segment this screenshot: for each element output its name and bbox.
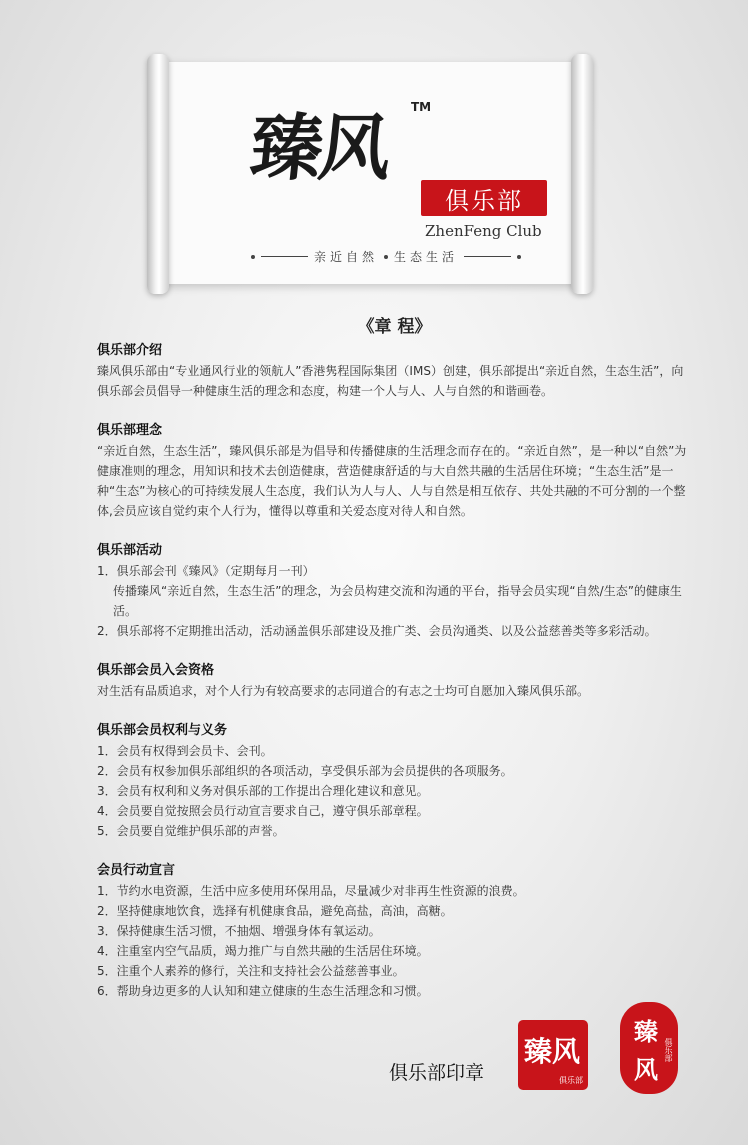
section-title: 俱乐部理念 (97, 423, 163, 438)
section-paragraph: 臻风俱乐部由“专业通风行业的领航人”香港隽程国际集团（IMS）创建，俱乐部提出“亲近自然，生态生活”，向俱乐部会员倡导一种健康生活的理念和态度，构建一个人与人、人与自然的和谐画卷。 (97, 364, 684, 398)
logo-english-name: ZhenFeng Club (425, 222, 542, 240)
list-item: 5．会员要自觉维护俱乐部的声誉。 (97, 824, 285, 838)
scroll-roll-right (571, 54, 593, 294)
section-title: 俱乐部会员入会资格 (97, 663, 215, 678)
list-item: 1．会员有权得到会员卡、会刊。 (97, 744, 273, 758)
section-intro (97, 341, 692, 401)
section-philosophy (97, 421, 692, 521)
section-declaration (97, 861, 692, 1001)
list-item-detail: 传播臻风“亲近自然，生态生活”的理念，为会员构建交流和沟通的平台，指导会员实现“自然/生态”的健康生活。 (113, 584, 682, 618)
section-title: 俱乐部会员权利与义务 (97, 723, 228, 738)
logo-slogan (251, 248, 521, 265)
section-rights (97, 721, 692, 841)
scroll-banner (145, 54, 595, 294)
trademark-mark: TM (411, 100, 432, 114)
scroll-roll-left (147, 54, 169, 294)
list-item: 1．节约水电资源，生活中应多使用环保用品，尽量减少对非再生性资源的浪费。 (97, 884, 525, 898)
section-title: 俱乐部活动 (97, 543, 163, 558)
charter-content (97, 317, 692, 1021)
list-item: 2．俱乐部将不定期推出活动，活动涵盖俱乐部建设及推广类、会员沟通类、以及公益慈善类等多彩活动。 (97, 624, 657, 638)
section-title: 俱乐部介绍 (97, 343, 163, 358)
section-activities (97, 541, 692, 641)
logo-wordmark: 臻风 (246, 105, 392, 190)
seal-small-text: 俱乐部 (664, 1038, 673, 1062)
list-item: 2．会员有权参加俱乐部组织的各项活动，享受俱乐部为会员提供的各项服务。 (97, 764, 513, 778)
slogan-rule (261, 256, 308, 257)
section-paragraph: 对生活有品质追求，对个人行为有较高要求的志同道合的有志之士均可自愿加入臻风俱乐部。 (97, 684, 590, 698)
list-item: 1．俱乐部会刊《臻风》（定期每月一刊） (97, 564, 315, 578)
slogan-dot (384, 255, 388, 259)
list-item: 3．保持健康生活习惯，不抽烟、增强身体有氧运动。 (97, 924, 381, 938)
seal-text-bottom: 风 (634, 1056, 658, 1084)
club-seal-oval (620, 1002, 678, 1094)
section-title: 会员行动宣言 (97, 863, 176, 878)
list-item: 2．坚持健康地饮食，选择有机健康食品，避免高盐，高油，高糖。 (97, 904, 453, 918)
document-title: 《章 程》 (357, 317, 432, 337)
club-seal-square (518, 1020, 588, 1090)
logo-club-stamp: 俱乐部 (421, 180, 547, 216)
list-item: 6．帮助身边更多的人认知和建立健康的生态生活理念和习惯。 (97, 984, 429, 998)
list-item: 4．会员要自觉按照会员行动宣言要求自己，遵守俱乐部章程。 (97, 804, 429, 818)
seal-text: 臻风 (524, 1035, 581, 1068)
slogan-right: 生态生活 (394, 250, 459, 264)
slogan-dot (517, 255, 521, 259)
slogan-left: 亲近自然 (313, 250, 378, 264)
seal-small-text: 俱乐部 (559, 1076, 583, 1085)
list-item: 5．注重个人素养的修行，关注和支持社会公益慈善事业。 (97, 964, 405, 978)
section-eligibility (97, 661, 692, 701)
seal-text-top: 臻 (634, 1018, 658, 1046)
slogan-rule (464, 256, 511, 257)
scroll-paper (163, 62, 577, 284)
list-item: 4．注重室内空气品质，竭力推广与自然共融的生活居住环境。 (97, 944, 429, 958)
section-paragraph: “亲近自然，生态生活”，臻风俱乐部是为倡导和传播健康的生活理念而存在的。“亲近自然”，是一种以“自然”为健康准则的理念，用知识和技术去创造健康，营造健康舒适的与大自然共融的生活居住环境；“生态生活”是一种“生态”为核心的可持续发展人生态度，我们认为人与人、人与自然是相互依存、共处共融的不可分割的一个整体,会员应该自觉约束个人行为，懂得以尊重和关爱态度对待人和自然。 (97, 444, 687, 518)
slogan-dot (251, 255, 255, 259)
seal-label: 俱乐部印章 (389, 1062, 485, 1084)
list-item: 3．会员有权利和义务对俱乐部的工作提出合理化建议和意见。 (97, 784, 429, 798)
